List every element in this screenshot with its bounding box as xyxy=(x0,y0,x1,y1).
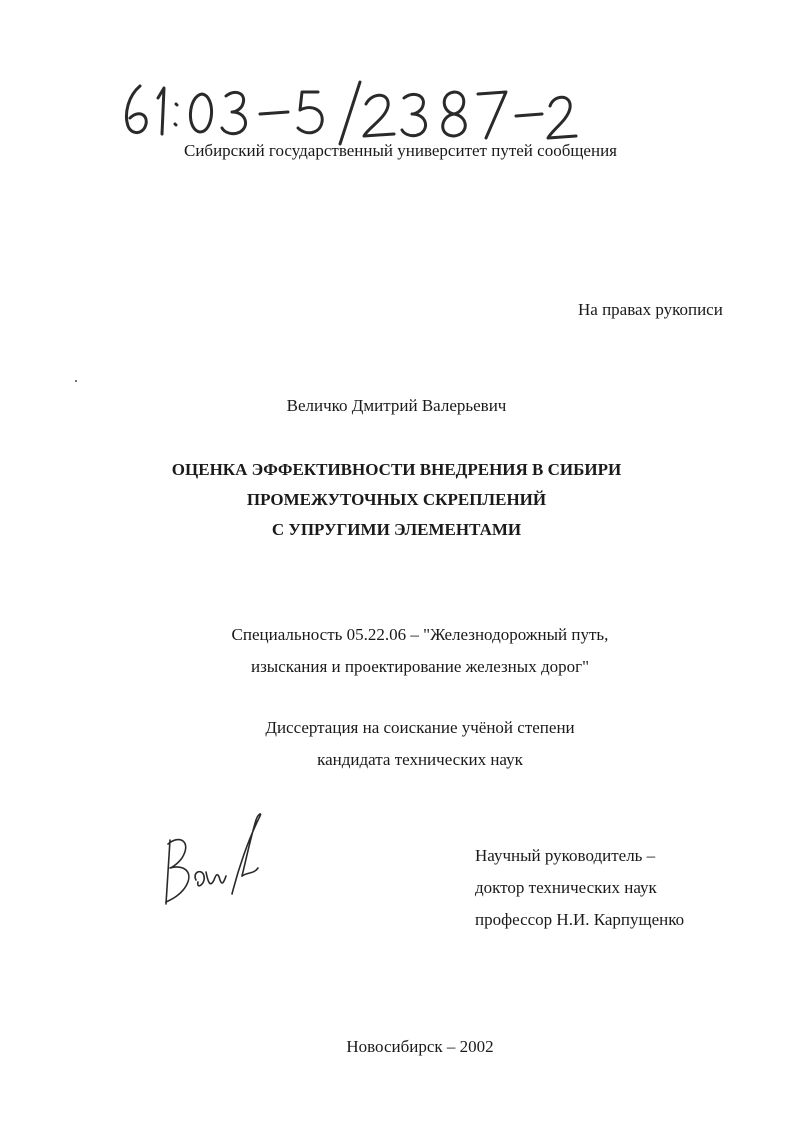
thesis-title-line: С УПРУГИМИ ЭЛЕМЕНТАМИ xyxy=(271,520,522,539)
scan-speck xyxy=(75,380,77,382)
thesis-title-line: ОЦЕНКА ЭФФЕКТИВНОСТИ ВНЕДРЕНИЯ В СИБИРИ xyxy=(171,460,622,479)
thesis-title-line: ПРОМЕЖУТОЧНЫХ СКРЕПЛЕНИЙ xyxy=(246,490,547,509)
handwritten-archive-code xyxy=(118,78,578,148)
dissertation-line: Диссертация на соискание учёной степени xyxy=(265,718,575,737)
handwritten-archive-code-strokes xyxy=(118,78,578,148)
dissertation-line: кандидата технических наук xyxy=(317,750,523,769)
rights-note: На правах рукописи xyxy=(578,300,723,319)
handwritten-signature xyxy=(158,810,268,910)
supervisor-line: Научный руководитель – xyxy=(475,846,656,865)
thesis-title xyxy=(0,455,793,545)
author-name: Величко Дмитрий Валерьевич xyxy=(286,396,507,415)
dissertation-block xyxy=(0,712,793,776)
specialty-block xyxy=(0,619,793,683)
signature-strokes xyxy=(158,810,268,910)
city-year: Новосибирск – 2002 xyxy=(346,1037,494,1056)
specialty-line: Специальность 05.22.06 – "Железнодорожный путь, xyxy=(231,625,609,644)
university-name: Сибирский государственный университет путей сообщения xyxy=(184,141,617,160)
supervisor-line: доктор технических наук xyxy=(475,878,657,897)
supervisor-block xyxy=(475,840,684,936)
specialty-line: изыскания и проектирование железных дорог" xyxy=(250,657,590,676)
supervisor-line: профессор Н.И. Карпущенко xyxy=(475,910,685,929)
